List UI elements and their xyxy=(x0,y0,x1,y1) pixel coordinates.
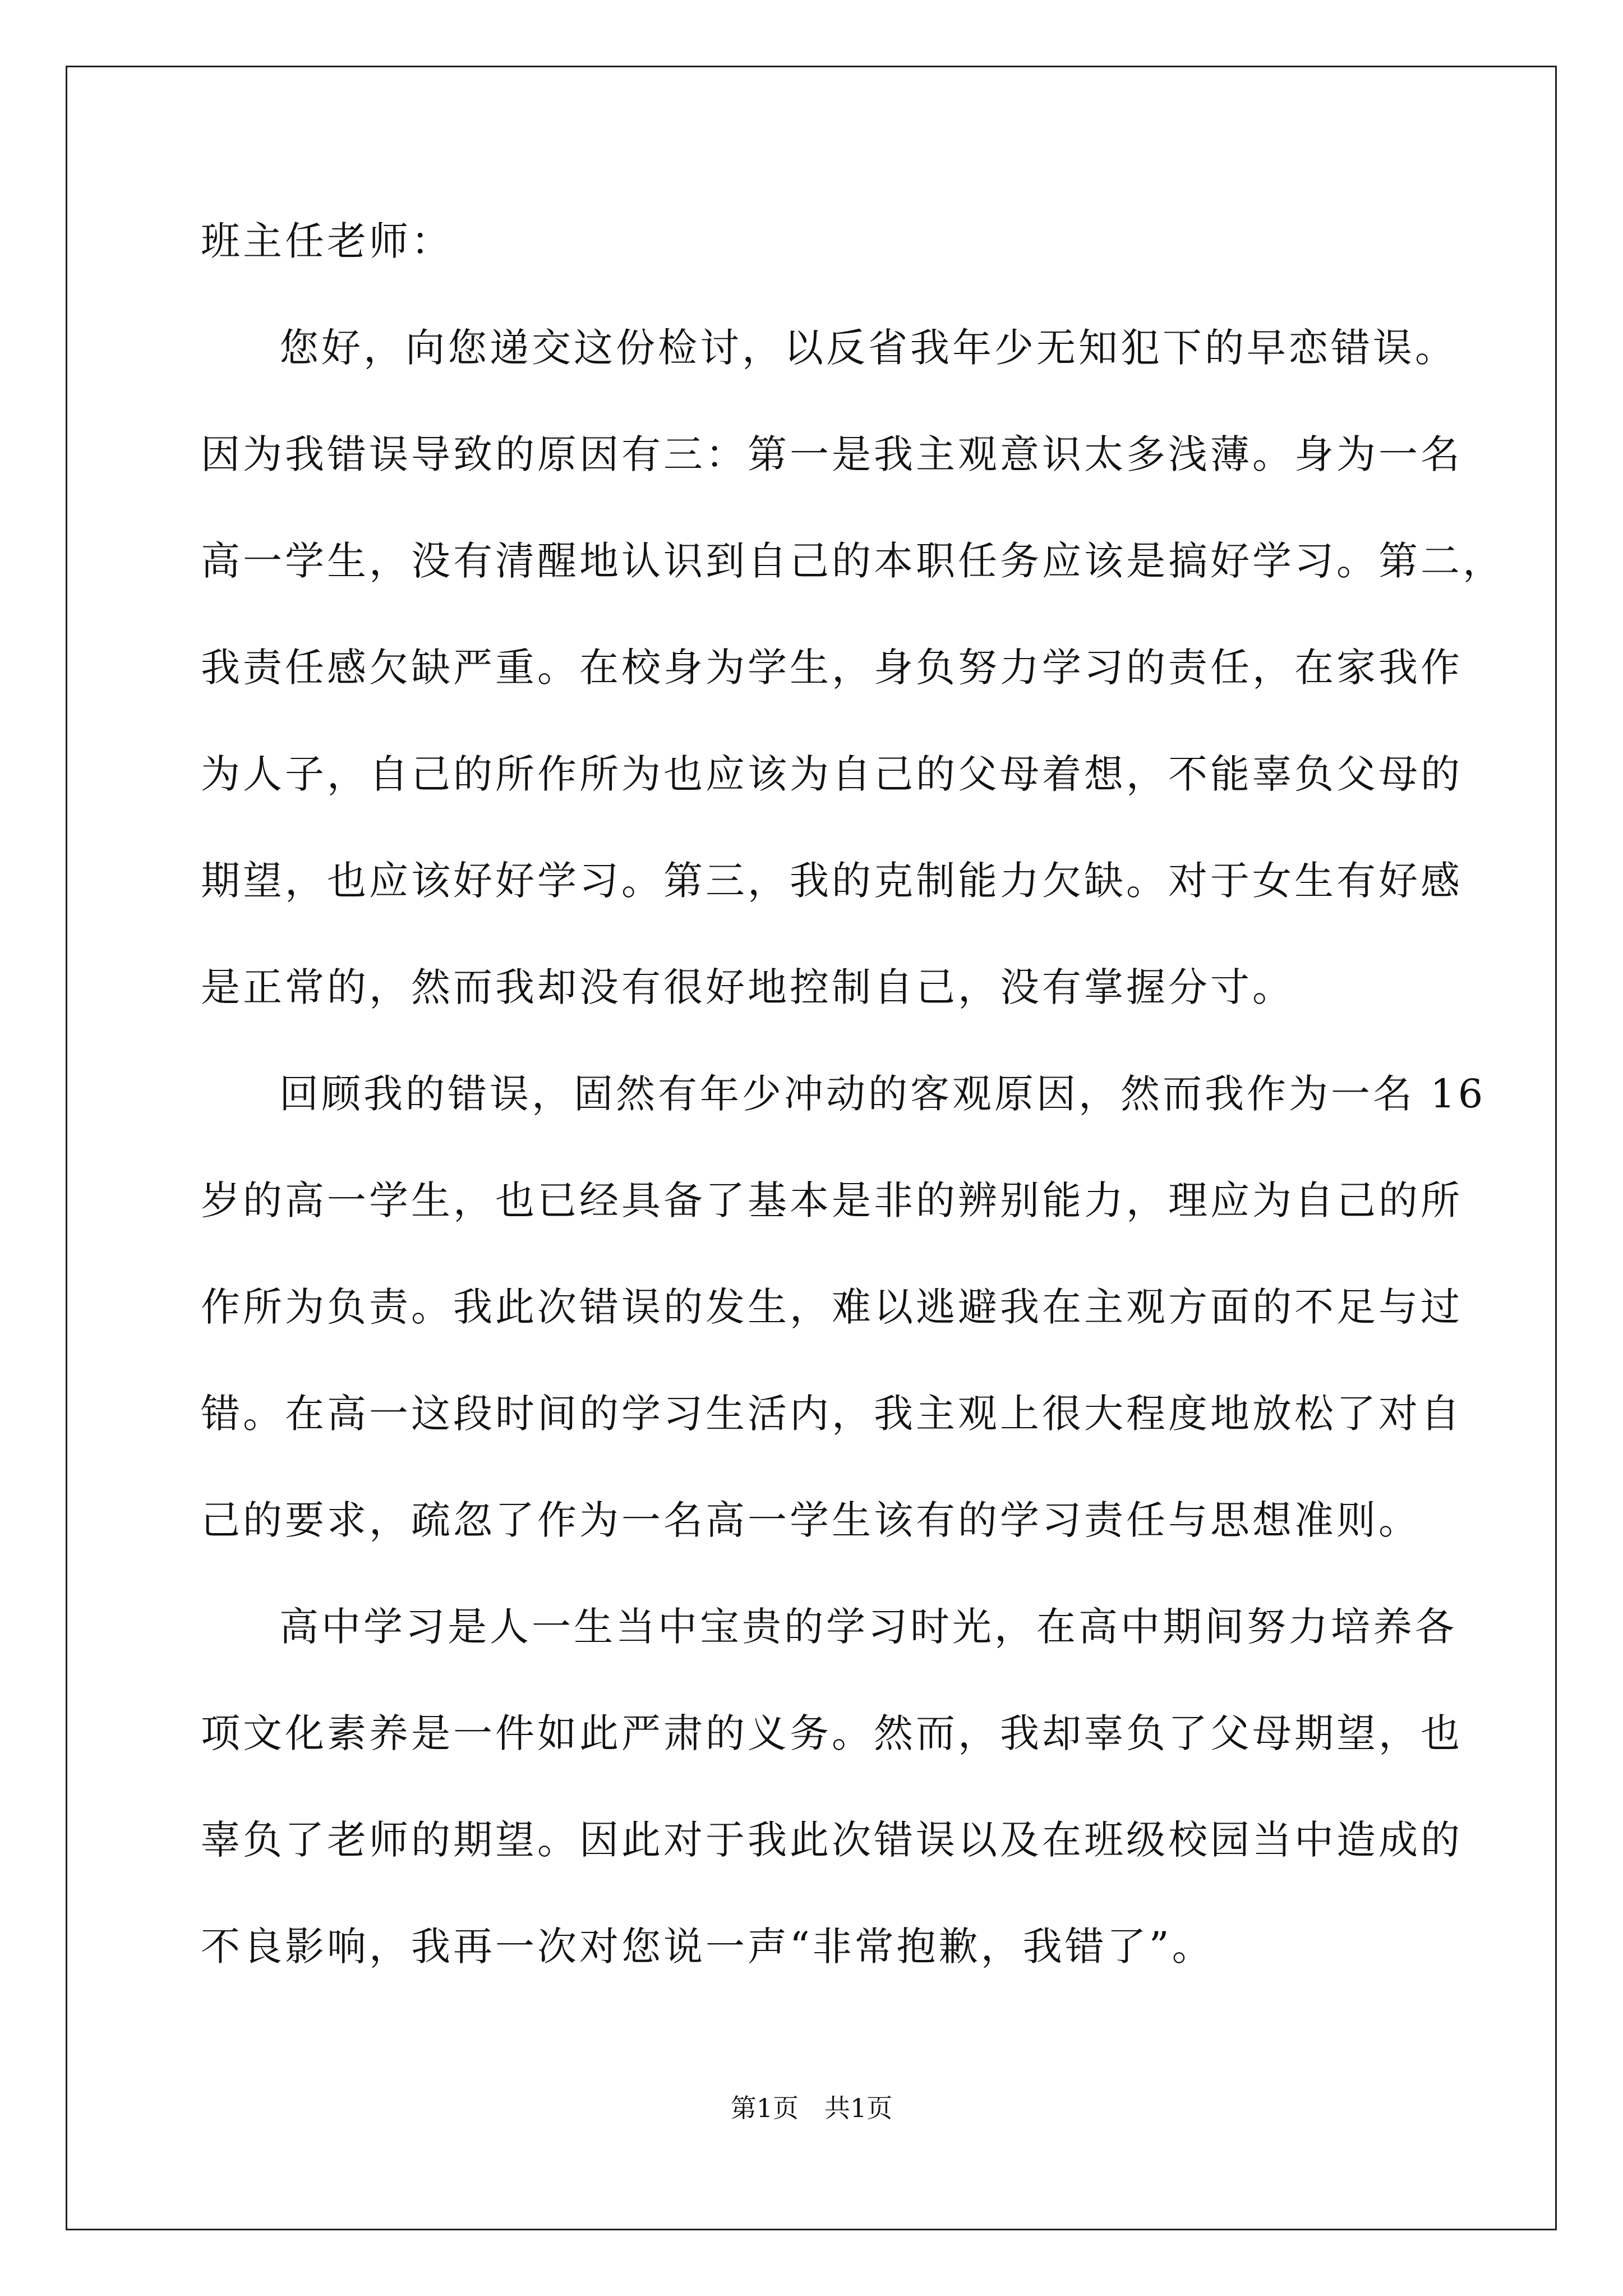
paragraph-line: 因为我错误导致的原因有三：第一是我主观意识太多浅薄。身为一名 xyxy=(201,431,1463,477)
document-body xyxy=(201,218,1505,2033)
paragraph-2 xyxy=(201,1071,1486,1607)
paragraph-line: 是正常的，然而我却没有很好地控制自己，没有掌握分寸。 xyxy=(201,964,1294,1010)
paragraph-line: 您好，向您递交这份检讨，以反省我年少无知犯下的早恋错误。 xyxy=(279,325,1457,371)
paragraph-line: 回顾我的错误，固然有年少冲动的客观原因，然而我作为一名 16 xyxy=(279,1071,1486,1117)
paragraph-1 xyxy=(201,325,1505,1074)
paragraph-line: 己的要求，疏忽了作为一名高一学生该有的学习责任与思想准则。 xyxy=(201,1497,1421,1543)
paragraph-line: 项文化素养是一件如此严肃的义务。然而，我却辜负了父母期望，也 xyxy=(201,1710,1463,1756)
page-footer: 第1页 共1页 xyxy=(730,2093,893,2123)
paragraph-line: 作所为负责。我此次错误的发生，难以逃避我在主观方面的不足与过 xyxy=(201,1284,1463,1330)
paragraph-line: 期望，也应该好好学习。第三，我的克制能力欠缺。对于女生有好感 xyxy=(201,858,1463,904)
paragraph-line: 不良影响，我再一次对您说一声“非常抱歉，我错了”。 xyxy=(201,1924,1214,1970)
paragraph-line: 错。在高一这段时间的学习生活内，我主观上很大程度地放松了对自 xyxy=(201,1391,1463,1437)
paragraph-line: 高中学习是人一生当中宝贵的学习时光，在高中期间努力培养各 xyxy=(279,1604,1457,1650)
paragraph-line: 辜负了老师的期望。因此对于我此次错误以及在班级校园当中造成的 xyxy=(201,1817,1463,1863)
salutation: 班主任老师： xyxy=(201,218,453,264)
paragraph-line: 我责任感欠缺严重。在校身为学生，身负努力学习的责任，在家我作 xyxy=(201,645,1463,691)
paragraph-line: 为人子，自己的所作所为也应该为自己的父母着想，不能辜负父母的 xyxy=(201,751,1463,797)
paragraph-line: 高一学生，没有清醒地认识到自己的本职任务应该是搞好学习。第二， xyxy=(201,538,1505,584)
paragraph-3 xyxy=(201,1604,1463,2033)
paragraph-line: 岁的高一学生，也已经具备了基本是非的辨别能力，理应为自己的所 xyxy=(201,1177,1463,1223)
